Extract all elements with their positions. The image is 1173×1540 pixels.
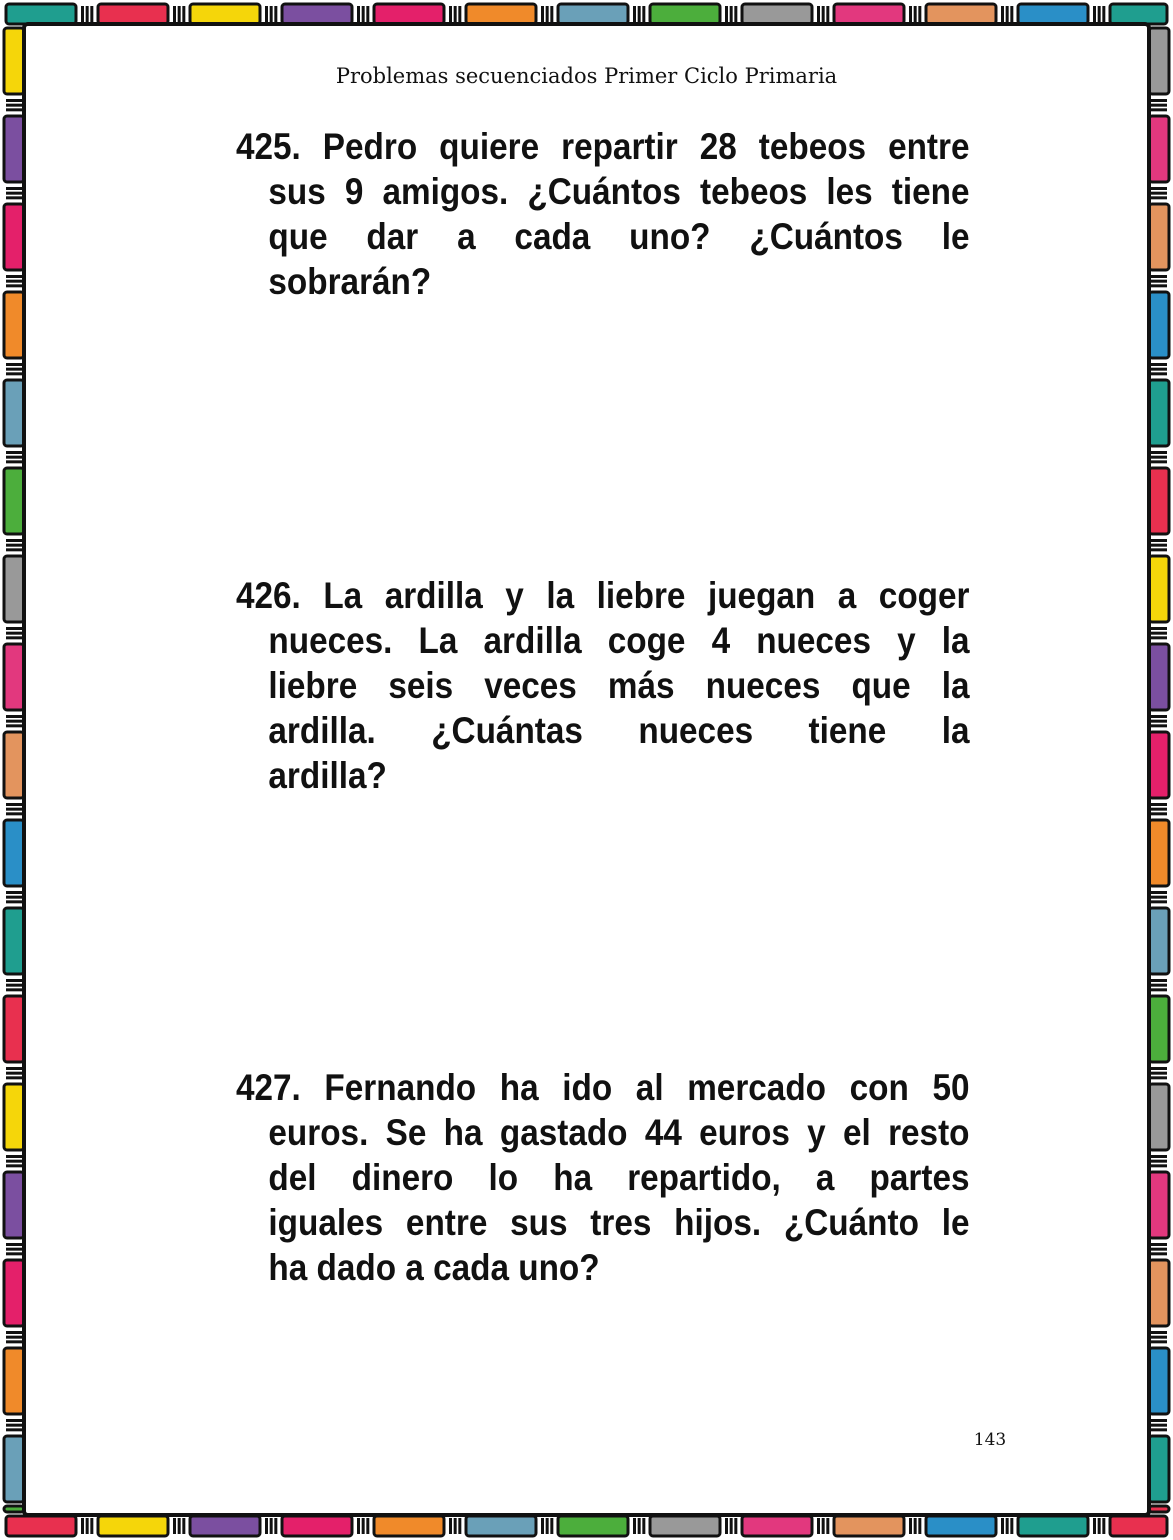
border-tick xyxy=(1151,636,1167,639)
border-tick xyxy=(725,6,728,22)
border-tick xyxy=(6,1340,22,1343)
border-tick xyxy=(6,1067,22,1070)
border-tick xyxy=(1151,456,1167,459)
border-segment xyxy=(6,4,76,24)
border-tick xyxy=(6,900,22,903)
border-tick xyxy=(1151,460,1167,463)
border-tick xyxy=(6,539,22,542)
border-tick xyxy=(1098,1518,1101,1534)
border-tick xyxy=(1151,803,1167,806)
border-tick xyxy=(1151,1072,1167,1075)
border-tick xyxy=(6,1424,22,1427)
problem-427 xyxy=(236,1065,970,1290)
border-tick xyxy=(1151,192,1167,195)
problem-line: que dar a cada uno? ¿Cuántos le xyxy=(268,216,970,257)
border-tick xyxy=(6,192,22,195)
border-tick xyxy=(274,1518,277,1534)
page-header: Problemas secuenciados Primer Ciclo Primaria xyxy=(335,64,838,88)
border-tick xyxy=(6,187,22,190)
border-tick xyxy=(1151,284,1167,287)
border-segment xyxy=(374,4,444,24)
border-segment xyxy=(4,644,24,710)
border-tick xyxy=(826,1518,829,1534)
border-segment xyxy=(1149,116,1169,182)
border-tick xyxy=(6,108,22,111)
problem-line: 427. Fernando ha ido al mercado con 50 xyxy=(236,1067,970,1108)
border-segment xyxy=(1149,556,1169,622)
border-tick xyxy=(173,6,176,22)
problem-line: 426. La ardilla y la liebre juegan a coger xyxy=(236,575,970,616)
border-tick xyxy=(458,1518,461,1534)
border-segment xyxy=(282,4,352,24)
border-tick xyxy=(6,104,22,107)
border-segment xyxy=(834,1516,904,1536)
border-tick xyxy=(6,456,22,459)
border-tick xyxy=(6,1428,22,1431)
border-tick xyxy=(550,6,553,22)
border-tick xyxy=(1151,539,1167,542)
border-tick xyxy=(1151,1160,1167,1163)
border-segment xyxy=(1149,1436,1169,1502)
border-segment xyxy=(1149,1084,1169,1150)
border-tick xyxy=(822,1518,825,1534)
border-tick xyxy=(638,6,641,22)
border-tick xyxy=(1010,1518,1013,1534)
border-tick xyxy=(6,1336,22,1339)
border-tick xyxy=(6,284,22,287)
border-tick xyxy=(730,1518,733,1534)
border-tick xyxy=(6,1243,22,1246)
problem-line: sobrarán? xyxy=(268,261,432,302)
border-tick xyxy=(6,627,22,630)
border-tick xyxy=(182,1518,185,1534)
border-segment xyxy=(1149,204,1169,270)
border-tick xyxy=(642,1518,645,1534)
border-tick xyxy=(633,6,636,22)
border-segment xyxy=(98,4,168,24)
border-tick xyxy=(550,1518,553,1534)
border-segment xyxy=(834,4,904,24)
border-segment xyxy=(1018,1516,1088,1536)
border-tick xyxy=(822,6,825,22)
border-tick xyxy=(6,1252,22,1255)
border-tick xyxy=(1151,1336,1167,1339)
border-tick xyxy=(1151,984,1167,987)
border-tick xyxy=(1151,368,1167,371)
border-tick xyxy=(454,6,457,22)
border-segment xyxy=(1110,4,1167,24)
border-tick xyxy=(81,6,84,22)
border-segment xyxy=(466,4,536,24)
border-segment xyxy=(4,116,24,182)
border-tick xyxy=(81,1518,84,1534)
border-segment xyxy=(1018,4,1088,24)
border-tick xyxy=(6,548,22,551)
border-segment xyxy=(926,4,996,24)
border-segment xyxy=(650,4,720,24)
border-tick xyxy=(633,1518,636,1534)
border-tick xyxy=(1093,6,1096,22)
border-tick xyxy=(909,1518,912,1534)
border-tick xyxy=(6,1419,22,1422)
border-tick xyxy=(1151,544,1167,547)
problem-line: sus 9 amigos. ¿Cuántos tebeos les tiene xyxy=(268,171,970,212)
border-tick xyxy=(1001,6,1004,22)
border-segment xyxy=(558,4,628,24)
border-segment xyxy=(1149,1348,1169,1414)
problem-line: ha dado a cada uno? xyxy=(268,1247,600,1288)
problem-line: liebre seis veces más nueces que la xyxy=(268,665,970,706)
border-tick xyxy=(1098,6,1101,22)
border-segment xyxy=(926,1516,996,1536)
border-tick xyxy=(6,984,22,987)
border-tick xyxy=(1151,715,1167,718)
border-segment xyxy=(1149,292,1169,358)
border-tick xyxy=(1006,6,1009,22)
border-tick xyxy=(366,1518,369,1534)
border-tick xyxy=(1151,1419,1167,1422)
border-tick xyxy=(366,6,369,22)
border-tick xyxy=(1151,988,1167,991)
border-tick xyxy=(546,1518,549,1534)
border-tick xyxy=(1151,900,1167,903)
border-tick xyxy=(274,6,277,22)
border-tick xyxy=(6,1331,22,1334)
border-tick xyxy=(6,812,22,815)
border-segment xyxy=(1110,1516,1167,1536)
border-tick xyxy=(6,803,22,806)
border-tick xyxy=(734,6,737,22)
border-segment xyxy=(1149,996,1169,1062)
border-tick xyxy=(90,1518,93,1534)
border-tick xyxy=(1151,99,1167,102)
border-tick xyxy=(6,1072,22,1075)
border-tick xyxy=(817,1518,820,1534)
border-tick xyxy=(1151,1248,1167,1251)
border-tick xyxy=(1010,6,1013,22)
border-tick xyxy=(817,6,820,22)
border-tick xyxy=(178,6,181,22)
problem-line: ardilla? xyxy=(268,755,387,796)
border-tick xyxy=(1151,1155,1167,1158)
border-tick xyxy=(725,1518,728,1534)
border-tick xyxy=(1151,1243,1167,1246)
border-tick xyxy=(6,808,22,811)
border-tick xyxy=(1151,808,1167,811)
border-tick xyxy=(1151,108,1167,111)
border-segment xyxy=(1149,1260,1169,1326)
border-tick xyxy=(86,1518,89,1534)
border-tick xyxy=(6,372,22,375)
border-segment xyxy=(4,1436,24,1502)
border-tick xyxy=(362,1518,365,1534)
border-tick xyxy=(6,451,22,454)
border-segment xyxy=(190,4,260,24)
border-tick xyxy=(1151,979,1167,982)
border-tick xyxy=(1151,196,1167,199)
border-tick xyxy=(86,6,89,22)
border-tick xyxy=(1151,896,1167,899)
problem-425 xyxy=(236,124,970,304)
problem-line: del dinero lo ha repartido, a partes xyxy=(268,1157,970,1198)
border-tick xyxy=(6,368,22,371)
border-tick xyxy=(1151,280,1167,283)
border-segment xyxy=(4,732,24,798)
border-tick xyxy=(1151,275,1167,278)
border-tick xyxy=(449,6,452,22)
border-tick xyxy=(357,6,360,22)
border-tick xyxy=(1006,1518,1009,1534)
border-segment xyxy=(4,820,24,886)
border-segment xyxy=(4,1260,24,1326)
border-tick xyxy=(182,6,185,22)
border-segment xyxy=(4,1348,24,1414)
border-tick xyxy=(638,1518,641,1534)
border-tick xyxy=(1151,1067,1167,1070)
border-segment xyxy=(4,908,24,974)
border-tick xyxy=(1151,724,1167,727)
problem-line: nueces. La ardilla coge 4 nueces y la xyxy=(268,620,970,661)
border-segment xyxy=(1149,644,1169,710)
border-tick xyxy=(6,99,22,102)
border-segment xyxy=(282,1516,352,1536)
border-tick xyxy=(1151,1428,1167,1431)
border-tick xyxy=(6,896,22,899)
border-tick xyxy=(6,275,22,278)
border-tick xyxy=(6,544,22,547)
border-tick xyxy=(541,1518,544,1534)
border-tick xyxy=(173,1518,176,1534)
border-segment xyxy=(742,1516,812,1536)
border-tick xyxy=(90,6,93,22)
border-tick xyxy=(357,1518,360,1534)
border-tick xyxy=(1151,451,1167,454)
border-tick xyxy=(914,6,917,22)
border-tick xyxy=(270,6,273,22)
problem-line: 425. Pedro quiere repartir 28 tebeos entre xyxy=(236,126,970,167)
border-tick xyxy=(826,6,829,22)
border-segment xyxy=(1149,1506,1169,1512)
border-tick xyxy=(914,1518,917,1534)
border-segment xyxy=(1149,908,1169,974)
border-segment xyxy=(4,1084,24,1150)
border-tick xyxy=(6,636,22,639)
border-segment xyxy=(4,292,24,358)
border-segment xyxy=(1149,468,1169,534)
problem-line: euros. Se ha gastado 44 euros y el resto xyxy=(268,1112,970,1153)
border-segment xyxy=(6,1516,76,1536)
border-tick xyxy=(1151,1424,1167,1427)
border-tick xyxy=(454,1518,457,1534)
border-tick xyxy=(178,1518,181,1534)
border-tick xyxy=(6,632,22,635)
border-segment xyxy=(98,1516,168,1536)
border-segment xyxy=(4,468,24,534)
border-tick xyxy=(1151,548,1167,551)
border-tick xyxy=(546,6,549,22)
border-tick xyxy=(6,891,22,894)
border-segment xyxy=(1149,1172,1169,1238)
border-segment xyxy=(742,4,812,24)
border-segment xyxy=(558,1516,628,1536)
border-segment xyxy=(190,1516,260,1536)
border-tick xyxy=(6,988,22,991)
border-tick xyxy=(909,6,912,22)
border-segment xyxy=(374,1516,444,1536)
border-segment xyxy=(650,1516,720,1536)
border-tick xyxy=(265,1518,268,1534)
border-tick xyxy=(6,979,22,982)
border-segment xyxy=(4,204,24,270)
border-tick xyxy=(6,280,22,283)
border-tick xyxy=(1102,6,1105,22)
border-tick xyxy=(1151,1076,1167,1079)
border-tick xyxy=(1151,1252,1167,1255)
border-tick xyxy=(1093,1518,1096,1534)
border-tick xyxy=(642,6,645,22)
border-tick xyxy=(541,6,544,22)
border-tick xyxy=(1001,1518,1004,1534)
border-tick xyxy=(6,460,22,463)
border-tick xyxy=(1151,104,1167,107)
border-tick xyxy=(6,1164,22,1167)
border-tick xyxy=(6,363,22,366)
border-segment xyxy=(466,1516,536,1536)
border-tick xyxy=(918,6,921,22)
border-segment xyxy=(4,380,24,446)
problem-426 xyxy=(236,573,970,798)
border-tick xyxy=(6,724,22,727)
border-tick xyxy=(6,196,22,199)
border-tick xyxy=(1151,187,1167,190)
border-tick xyxy=(362,6,365,22)
border-segment xyxy=(1149,820,1169,886)
border-tick xyxy=(1151,812,1167,815)
border-segment xyxy=(4,1172,24,1238)
border-tick xyxy=(1151,1340,1167,1343)
border-tick xyxy=(449,1518,452,1534)
border-segment xyxy=(1149,732,1169,798)
border-segment xyxy=(4,1506,24,1512)
border-tick xyxy=(1151,363,1167,366)
border-tick xyxy=(1151,1331,1167,1334)
problem-line: ardilla. ¿Cuántas nueces tiene la xyxy=(268,710,970,751)
border-tick xyxy=(1102,1518,1105,1534)
border-segment xyxy=(1149,380,1169,446)
border-tick xyxy=(918,1518,921,1534)
border-tick xyxy=(1151,891,1167,894)
border-tick xyxy=(6,720,22,723)
border-tick xyxy=(1151,1164,1167,1167)
border-tick xyxy=(730,6,733,22)
border-tick xyxy=(6,1248,22,1251)
border-tick xyxy=(6,715,22,718)
border-segment xyxy=(4,556,24,622)
border-tick xyxy=(1151,372,1167,375)
border-tick xyxy=(6,1076,22,1079)
border-tick xyxy=(6,1155,22,1158)
border-tick xyxy=(6,1160,22,1163)
border-tick xyxy=(1151,632,1167,635)
border-tick xyxy=(458,6,461,22)
border-tick xyxy=(265,6,268,22)
page-number: 143 xyxy=(973,1430,1007,1450)
problem-line: iguales entre sus tres hijos. ¿Cuánto le xyxy=(268,1202,970,1243)
border-tick xyxy=(270,1518,273,1534)
border-tick xyxy=(1151,627,1167,630)
border-segment xyxy=(4,996,24,1062)
border-tick xyxy=(1151,720,1167,723)
border-tick xyxy=(734,1518,737,1534)
